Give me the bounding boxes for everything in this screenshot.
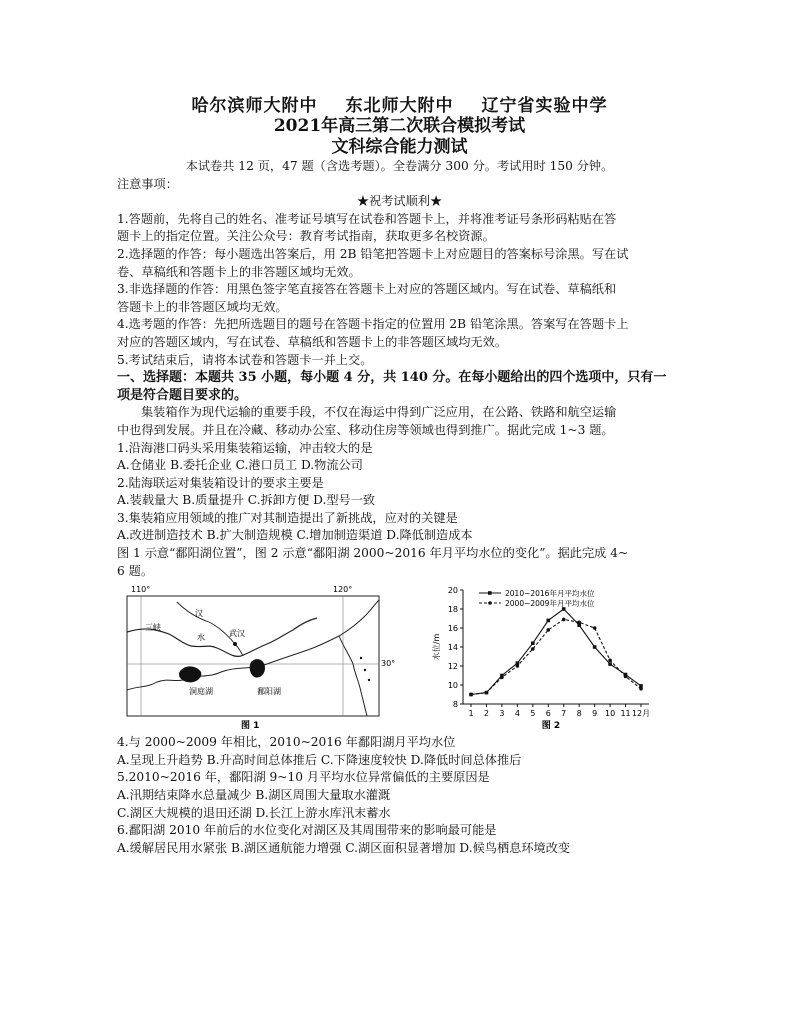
question-options: A.改进制造技术 B.扩大制造规模 C.增加制造渠道 D.降低制造成本	[117, 528, 473, 543]
notice-line: 题卡上的指定位置。关注公众号：教育考试指南，获取更多名校资源。	[117, 229, 495, 244]
y-tick-label: 14	[447, 643, 458, 653]
question-options: A.缓解居民用水紧张 B.湖区通航能力增强 C.湖区面积显著增加 D.候鸟栖息环境改变	[117, 840, 571, 855]
data-point	[531, 642, 535, 646]
good-luck-line: ★祝考试顺利★	[356, 194, 443, 209]
island-marker	[360, 657, 362, 659]
x-tick-label: 12月	[631, 709, 651, 719]
y-tick-label: 18	[447, 605, 458, 615]
data-point	[469, 693, 473, 697]
wuhan-marker	[233, 642, 237, 646]
x-tick-label: 9	[592, 709, 598, 719]
dongting-lake-shape	[179, 667, 201, 683]
school-name: 东北师大附中	[345, 96, 454, 116]
y-tick-label: 12	[447, 662, 458, 672]
x-tick-label: 11	[620, 709, 631, 719]
question-stem: 3.集装箱应用领域的推广对其制造提出了新挑战，应对的关键是	[117, 510, 458, 525]
map-lon-label: 110°	[131, 585, 151, 595]
legend-marker	[488, 591, 492, 595]
x-tick-label: 8	[576, 709, 582, 719]
poyang-lake-shape	[250, 659, 265, 677]
map-label: 鄱阳湖	[257, 687, 281, 697]
data-point	[546, 628, 550, 632]
data-point	[639, 687, 643, 691]
data-point	[531, 647, 535, 651]
passage-text: 6 题。	[117, 563, 154, 578]
data-point	[516, 664, 520, 668]
map-label: 水	[197, 633, 205, 643]
map-lat-label: 30°	[381, 659, 396, 669]
question-stem: 5.2010~2016 年，鄱阳湖 9~10 月平均水位异常偏低的主要原因是	[117, 770, 490, 785]
question-options: C.湖区大规模的退田还湖 D.长江上游水库汛末蓄水	[117, 805, 391, 820]
notice-line: 对应的答题区域内，写在试卷、草稿纸和答题卡上的非答题区域均无效。	[117, 334, 507, 349]
map-label: 汉	[195, 609, 203, 619]
question-options: A.仓储业 B.委托企业 C.港口员工 D.物流公司	[117, 458, 363, 473]
data-point	[577, 621, 581, 625]
passage-text: 集装箱作为现代运输的重要手段，不仅在海运中得到广泛应用，在公路、铁路和航空运输	[141, 405, 617, 420]
notice-line: 4.选考题的作答：先把所选题目的题号在答题卡指定的位置用 2B 铅笔涂黑。答案写在答题卡上	[117, 317, 629, 332]
question-options: A.呈现上升趋势 B.升高时间总体推后 C.下降速度较快 D.降低时间总体推后	[117, 752, 522, 767]
x-tick-label: 4	[514, 709, 520, 719]
x-tick-label: 3	[499, 709, 505, 719]
data-point	[500, 676, 504, 680]
y-tick-label: 20	[447, 586, 458, 596]
chart-caption: 图 2	[541, 721, 561, 731]
exam-page	[117, 96, 682, 857]
question-stem: 2.陆海联运对集装箱设计的要求主要是	[117, 475, 324, 490]
map-caption: 图 1	[241, 721, 260, 731]
x-tick-label: 2	[483, 709, 490, 719]
x-tick-label: 1	[468, 709, 474, 719]
data-point	[593, 626, 597, 630]
notice-line: 卷、草稿纸和答题卡上的非答题区域均无效。	[117, 264, 361, 279]
passage-text: 中也得到发展。并且在冷藏、移动办公室、移动住房等领域也得到推广。据此完成 1~3 题。	[117, 422, 614, 437]
notice-heading: 注意事项：	[117, 176, 178, 191]
water-level-chart	[429, 582, 659, 730]
legend-label: 2010~2016年月平均水位	[505, 589, 595, 599]
data-point	[608, 659, 612, 663]
map-lon-label: 120°	[333, 585, 353, 595]
y-axis-label: 水位/m	[432, 634, 441, 661]
school-name: 哈尔滨师大附中	[191, 96, 318, 116]
exam-info: 本试卷共 12 页，47 题（含选考题）。全卷满分 300 分。考试用时 150 分钟。	[185, 159, 614, 173]
notice-line: 2.选择题的作答：每小题选出答案后，用 2B 铅笔把答题卡上对应题目的答案标号涂黑。写在试	[117, 246, 629, 261]
x-tick-label: 6	[545, 709, 551, 719]
series-line	[471, 609, 641, 695]
section-heading: 一、选择题：本题共 35 小题，每小题 4 分，共 140 分。在每小题给出的四个选项中，只有一	[117, 370, 667, 386]
legend-label: 2000~2009年月平均水位	[505, 599, 595, 609]
notice-line: 5.考试结束后，请将本试卷和答题卡一并上交。	[117, 352, 373, 367]
y-tick-label: 8	[452, 700, 458, 710]
figures-area	[117, 582, 682, 730]
question-stem: 6.鄱阳湖 2010 年前后的水位变化对湖区及其周围带来的影响最可能是	[117, 823, 497, 838]
question-options: A.汛期结束降水总量减少 B.湖区周围大量取水灌溉	[117, 788, 391, 803]
island-marker	[364, 669, 366, 671]
data-point	[562, 618, 566, 622]
legend-marker	[488, 601, 492, 605]
notice-line: 答题卡上的非答题区域均无效。	[117, 299, 288, 314]
school-names	[117, 96, 682, 116]
map-label: 武汉	[229, 629, 245, 639]
data-point	[593, 645, 597, 649]
y-tick-label: 10	[447, 681, 458, 691]
data-point	[485, 691, 489, 695]
subject-title: 文科综合能力测试	[331, 137, 468, 157]
basin-boundary	[127, 600, 379, 690]
map-label: 三峡	[145, 623, 161, 633]
question-stem: 1.沿海港口码头采用集装箱运输，冲击较大的是	[117, 440, 373, 455]
island-marker	[368, 679, 370, 681]
passage-text: 图 1 示意“鄱阳湖位置”，图 2 示意“鄱阳湖 2000~2016 年月平均水位的变化”。据此完成 4~	[117, 546, 629, 561]
exam-title: 2021年高三第二次联合模拟考试	[273, 116, 526, 136]
school-name: 辽宁省实验中学	[481, 96, 608, 116]
series-line	[471, 620, 641, 695]
section-heading: 项是符合题目要求的。	[117, 387, 248, 403]
question-stem: 4.与 2000~2009 年相比，2010~2016 年鄱阳湖月平均水位	[117, 735, 456, 750]
map-label: 洞庭湖	[189, 687, 213, 697]
x-tick-label: 5	[530, 709, 536, 719]
x-tick-label: 7	[561, 709, 567, 719]
notice-line: 3.非选择题的作答：用黑色签字笔直接答在答题卡上对应的答题区域内。写在试卷、草稿纸和	[117, 282, 617, 297]
data-point	[608, 663, 612, 667]
data-point	[624, 675, 628, 679]
notice-line: 1.答题前，先将自己的姓名、准考证号填写在试卷和答题卡上，并将准考证号条形码粘贴在答	[117, 211, 617, 226]
y-tick-label: 16	[447, 624, 458, 634]
x-tick-label: 10	[604, 709, 616, 719]
map-figure	[117, 582, 397, 730]
data-point	[546, 619, 550, 623]
map-frame	[127, 596, 379, 716]
question-options: A.装载量大 B.质量提升 C.拆卸方便 D.型号一致	[117, 493, 376, 508]
